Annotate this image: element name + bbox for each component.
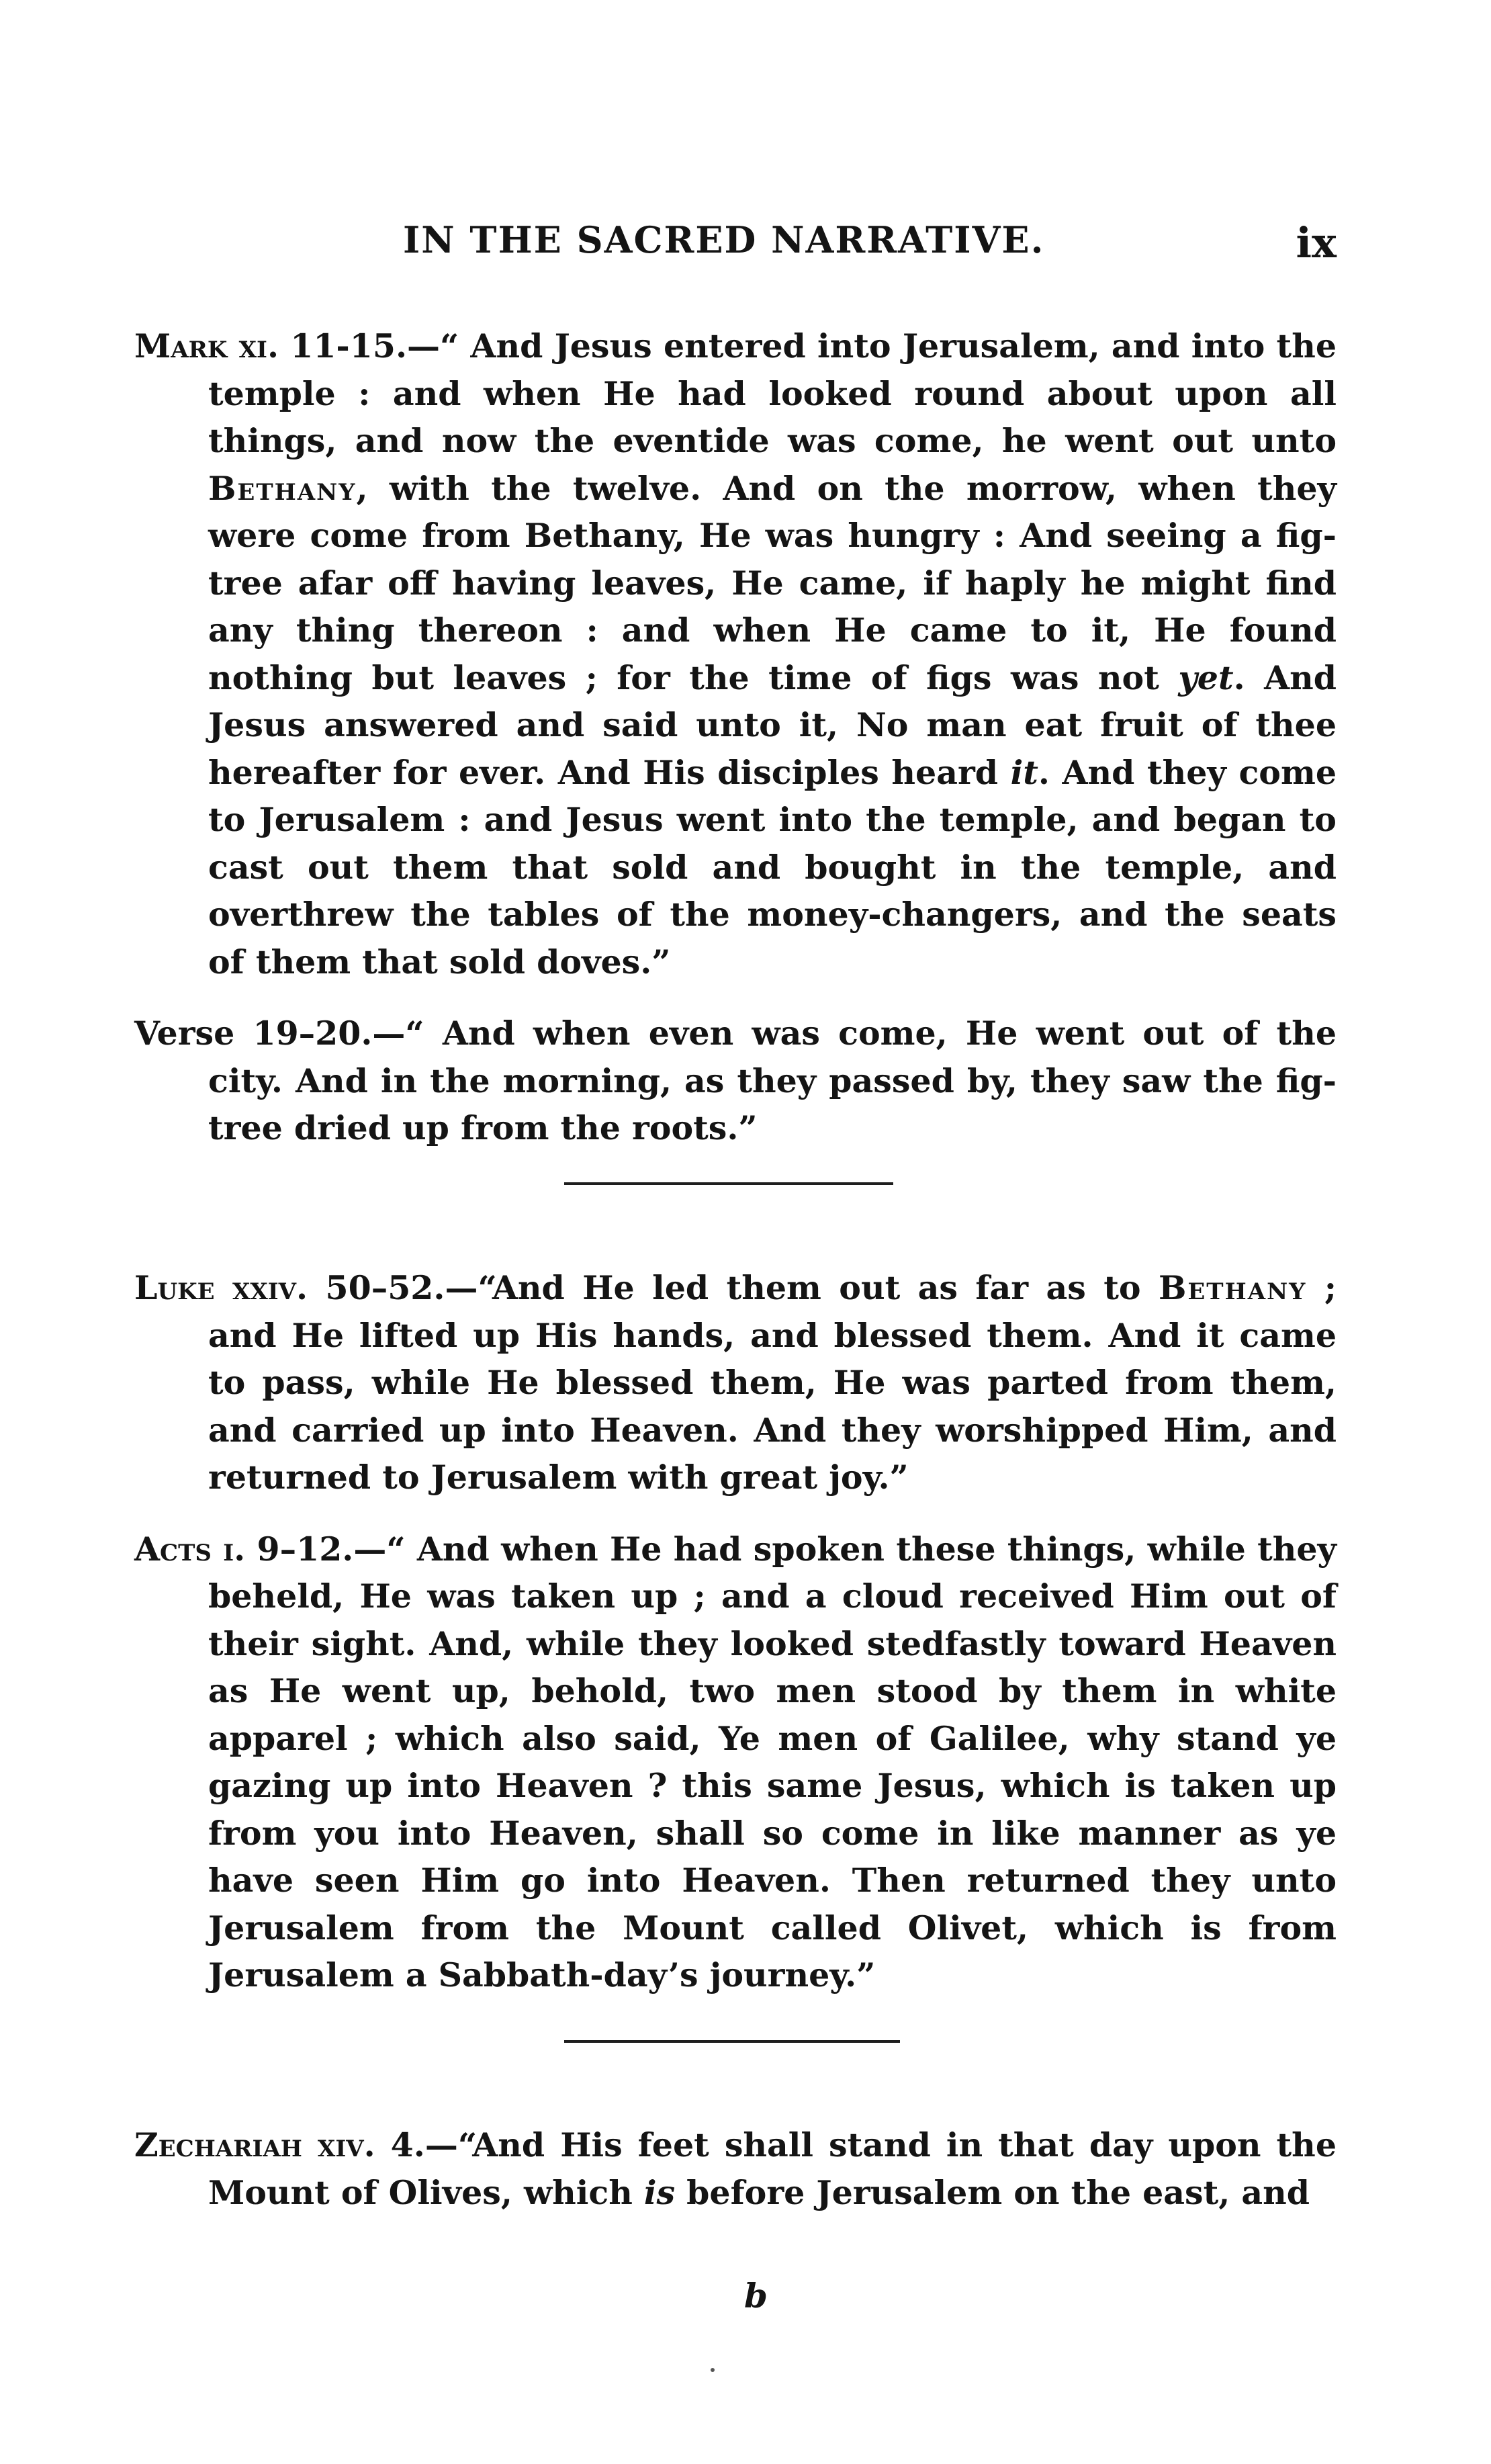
entry-luke-xxiv: [134, 1264, 1337, 1501]
block-3: [134, 2121, 1337, 2216]
entry-mark-xi: [134, 322, 1337, 985]
place-name: Bethany: [1158, 1268, 1307, 1307]
block-2: [134, 1264, 1337, 1999]
entry-text: [134, 1010, 1337, 1152]
scripture-reference: Luke xxiv. 50–52.: [134, 1268, 445, 1307]
text-segment: ; and He lifted up His hands, and blessed them. And it came to pass, while He blessed them, He was parted from them, and carried up into Heaven. And they worshipped Him, and returned to Jerusalem with great joy.”: [208, 1268, 1337, 1497]
text-segment: . And Jesus answered and said unto it, No man eat fruit of thee hereafter for ever. And His disciples heard: [208, 658, 1337, 792]
section-divider: [564, 1182, 893, 1185]
text-segment: , with the twelve. And on the morrow, when they were come from Bethany, He was hungry : And seeing a fig-tree afar off having leaves, He came, if haply he might find any thing thereon : and when He came to it, He found nothing but leaves ; for the time of figs was not: [208, 468, 1337, 697]
entry-zechariah-xiv: [134, 2121, 1337, 2216]
text-segment: —“And He led them out as far as to: [445, 1268, 1159, 1307]
scripture-reference: Verse 19–20.: [134, 1014, 373, 1053]
text-segment: before Jerusalem on the east, and: [675, 2172, 1310, 2212]
entry-text: [134, 1526, 1337, 1999]
entry-verse-19-20: [134, 1010, 1337, 1152]
text-segment: —“And His feet shall stand in that day upon the Mount of Olives, which: [208, 2125, 1337, 2212]
text-segment: —“ And Jesus entered into Jerusalem, and into the temple : and when He had looked round about upon all things, and now the eventide was come, he went out unto: [208, 326, 1337, 460]
page-header: [201, 218, 1337, 272]
italic-word: is: [643, 2172, 676, 2212]
entry-text: [134, 322, 1337, 985]
text-segment: —“ And when even was come, He went out of the city. And in the morning, as they passed by, they saw the fig-tree dried up from the roots.”: [208, 1014, 1337, 1147]
scripture-reference: Mark xi. 11-15.: [134, 326, 408, 365]
entry-text: [134, 2121, 1337, 2216]
text-segment: . And they come to Jerusalem : and Jesus went into the temple, and began to cast out them that sold and bought in the temple, and overthrew the tables of the money-changers, and the seats of them that sold doves.”: [208, 752, 1337, 981]
page-number: ix: [1296, 218, 1337, 267]
entry-text: [134, 1264, 1337, 1501]
place-name: Bethany: [208, 468, 357, 508]
section-divider: [564, 2040, 900, 2043]
running-title: IN THE SACRED NARRATIVE.: [403, 218, 1045, 261]
italic-word: yet: [1178, 658, 1234, 697]
scripture-reference: Acts i. 9–12.: [134, 1529, 354, 1569]
block-1: [134, 322, 1337, 1152]
ink-speck: [711, 2368, 715, 2372]
signature-mark: b: [744, 2276, 768, 2316]
entry-acts-i: [134, 1526, 1337, 1999]
scripture-reference: Zechariah xiv. 4.: [134, 2125, 425, 2164]
italic-word: it: [1010, 752, 1038, 792]
text-segment: —“ And when He had spoken these things, while they beheld, He was taken up ; and a cloud received Him out of their sight. And, while they looked stedfastly toward Heaven as He went up, behold, two men stood by them in white apparel ; which also said, Ye men of Galilee, why stand ye gazing up into Heaven ? this same Jesus, which is taken up from you into Heaven, shall so come in like manner as ye have seen Him go into Heaven. Then returned they unto Jerusalem from the Mount called Olivet, which is from Jerusalem a Sabbath-day’s journey.”: [208, 1529, 1337, 1994]
